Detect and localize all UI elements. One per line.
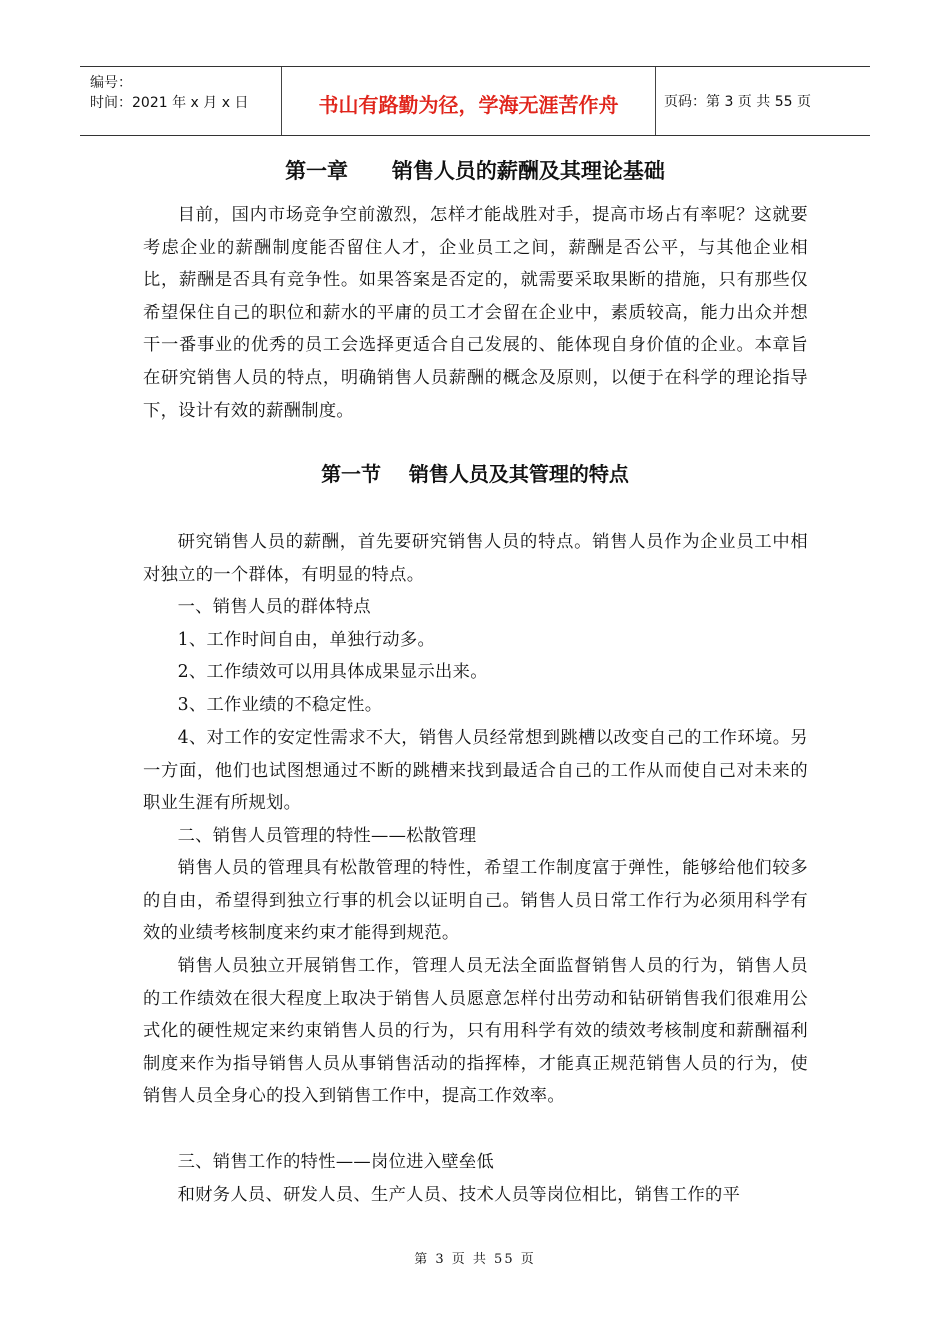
chapter-title: 第一章 销售人员的薪酬及其理论基础 — [285, 159, 665, 183]
subheading: 二、销售人员管理的特性——松散管理 — [177, 826, 477, 846]
list-item: 2、工作绩效可以用具体成果显示出来。 — [177, 662, 488, 682]
list-item: 4、对工作的安定性需求不大，销售人员经常想到跳槽以改变自己的工作环境。另一方面，他们也试图想通过不断的跳槽来找到最适合自己的工作从而使自己对未来的职业生涯有所规划。 — [143, 728, 808, 814]
body-paragraph: 销售人员独立开展销售工作，管理人员无法全面监督销售人员的行为，销售人员的工作绩效在很大程度上取决于销售人员愿意怎样付出劳动和钻研销售我们很难用公式化的硬性规定来约束销售人员的行为，只有用科学有效的绩效考核制度和薪酬福利制度来作为指导销售人员从事销售活动的指挥棒，才能真正规范销售人员的行为，使销售人员全身心的投入到销售工作中，提高工作效率。 — [143, 956, 808, 1107]
body-paragraph: 研究销售人员的薪酬，首先要研究销售人员的特点。销售人员作为企业员工中相对独立的一个群体，有明显的特点。 — [143, 532, 808, 585]
section-title: 第一节 销售人员及其管理的特点 — [321, 462, 629, 486]
header-meta — [80, 67, 282, 135]
list-item: 3、工作业绩的不稳定性。 — [177, 695, 383, 715]
header-motto: 书山有路勤为径，学海无涯苦作舟 — [282, 67, 656, 135]
number-label: 编号： — [90, 75, 132, 91]
body-paragraph: 和财务人员、研发人员、生产人员、技术人员等岗位相比，销售工作的平 — [177, 1185, 741, 1205]
document-header — [80, 66, 870, 136]
subheading: 三、销售工作的特性——岗位进入壁垒低 — [177, 1152, 495, 1172]
header-page-info: 页码：第 3 页 共 55 页 — [664, 94, 811, 110]
subheading: 一、销售人员的群体特点 — [177, 597, 371, 617]
body-paragraph: 销售人员的管理具有松散管理的特性，希望工作制度富于弹性，能够给他们较多的自由，希望得到独立行事的机会以证明自己。销售人员日常工作行为必须用科学有效的业绩考核制度来约束才能得到规范。 — [143, 858, 808, 944]
page-footer: 第 3 页 共 55 页 — [414, 1252, 536, 1267]
intro-paragraph: 目前，国内市场竞争空前激烈，怎样才能战胜对手，提高市场占有率呢？这就要考虑企业的薪酬制度能否留住人才，企业员工之间，薪酬是否公平，与其他企业相比，薪酬是否具有竞争性。如果答案是否定的，就需要采取果断的措施，只有那些仅希望保住自己的职位和薪水的平庸的员工才会留在企业中，素质较高，能力出众并想干一番事业的优秀的员工会选择更适合自己发展的、能体现自身价值的企业。本章旨在研究销售人员的特点，明确销售人员薪酬的概念及原则，以便于在科学的理论指导下，设计有效的薪酬制度。 — [143, 205, 808, 421]
list-item: 1、工作时间自由，单独行动多。 — [177, 630, 436, 650]
date-label: 时间：2021 年 x 月 x 日 — [90, 95, 249, 111]
